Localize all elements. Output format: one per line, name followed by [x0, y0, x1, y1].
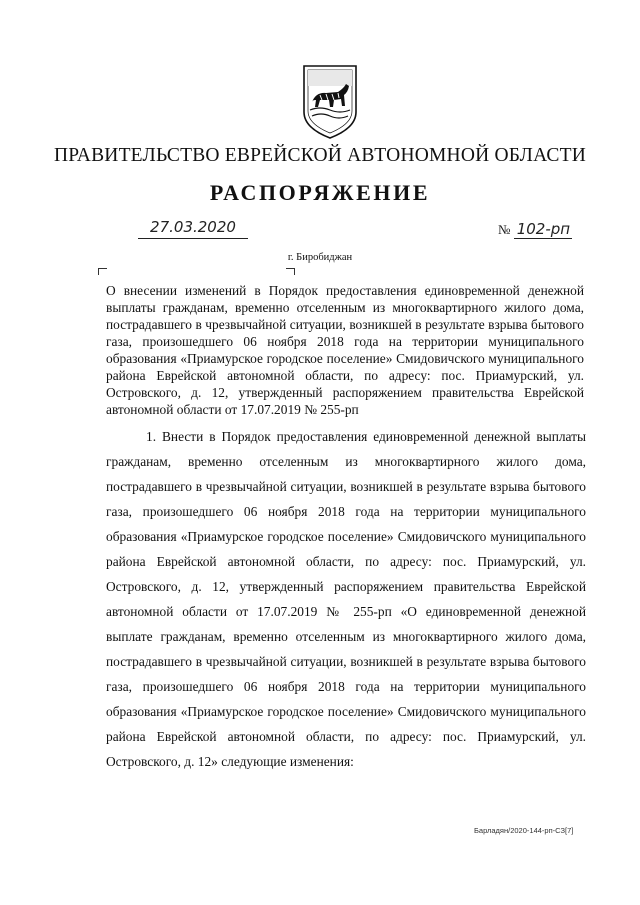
document-title: О внесении изменений в Порядок предоставления единовременной денежной выплаты гражданам, временно отселенным из многоквартирного жилого дома, пострадавшего в чрезвычайной ситуации, возникшей в результате взрыва бытового газа, произошедшего 06 ноября 2018 года на территории муниципального образования «Приамурское городское поселение» Смидовичского муниципального района Еврейской автономной области, по адресу: пос. Приамурский, ул. Островского, д. 12, утвержденный распоряжением правительства Еврейской автономной области от 17.07.2019 № 255-рп	[106, 283, 584, 417]
document-number: 102-рп	[514, 220, 572, 239]
government-heading: ПРАВИТЕЛЬСТВО ЕВРЕЙСКОЙ АВТОНОМНОЙ ОБЛАСТИ	[53, 145, 587, 166]
title-bracket-right	[286, 268, 295, 275]
city-line: г. Биробиджан	[287, 252, 353, 263]
document-number-field	[498, 220, 572, 239]
coat-of-arms-emblem	[298, 62, 362, 142]
footer-doc-code: Барладян/2020-144-рп-СЗ[7]	[474, 826, 574, 835]
document-type-heading: РАСПОРЯЖЕНИЕ	[209, 180, 431, 205]
number-sign: №	[498, 222, 511, 237]
paragraph-1: 1. Внести в Порядок предоставления единовременной денежной выплаты гражданам, временно отселенным из многоквартирного жилого дома, пострадавшего в чрезвычайной ситуации, возникшей в результате взрыва бытового газа, произошедшего 06 ноября 2018 года на территории муниципального образования «Приамурское городское поселение» Смидовичского муниципального района Еврейской автономной области, по адресу: пос. Приамурский, ул. Островского, д. 12, утвержденный распоряжением правительства Еврейской автономной области от 17.07.2019 № 255-рп «О единовременной денежной выплате гражданам, временно отселенным из многоквартирного жилого дома, пострадавшего в чрезвычайной ситуации, возникшей в результате взрыва бытового газа, произошедшего 06 ноября 2018 года на территории муниципального образования «Приамурское городское поселение» Смидовичского муниципального района Еврейской автономной области, по адресу: пос. Приамурский, ул. Островского, д. 12» следующие изменения:	[106, 429, 586, 769]
title-bracket-left	[98, 268, 107, 275]
document-date: 27.03.2020	[138, 218, 248, 239]
